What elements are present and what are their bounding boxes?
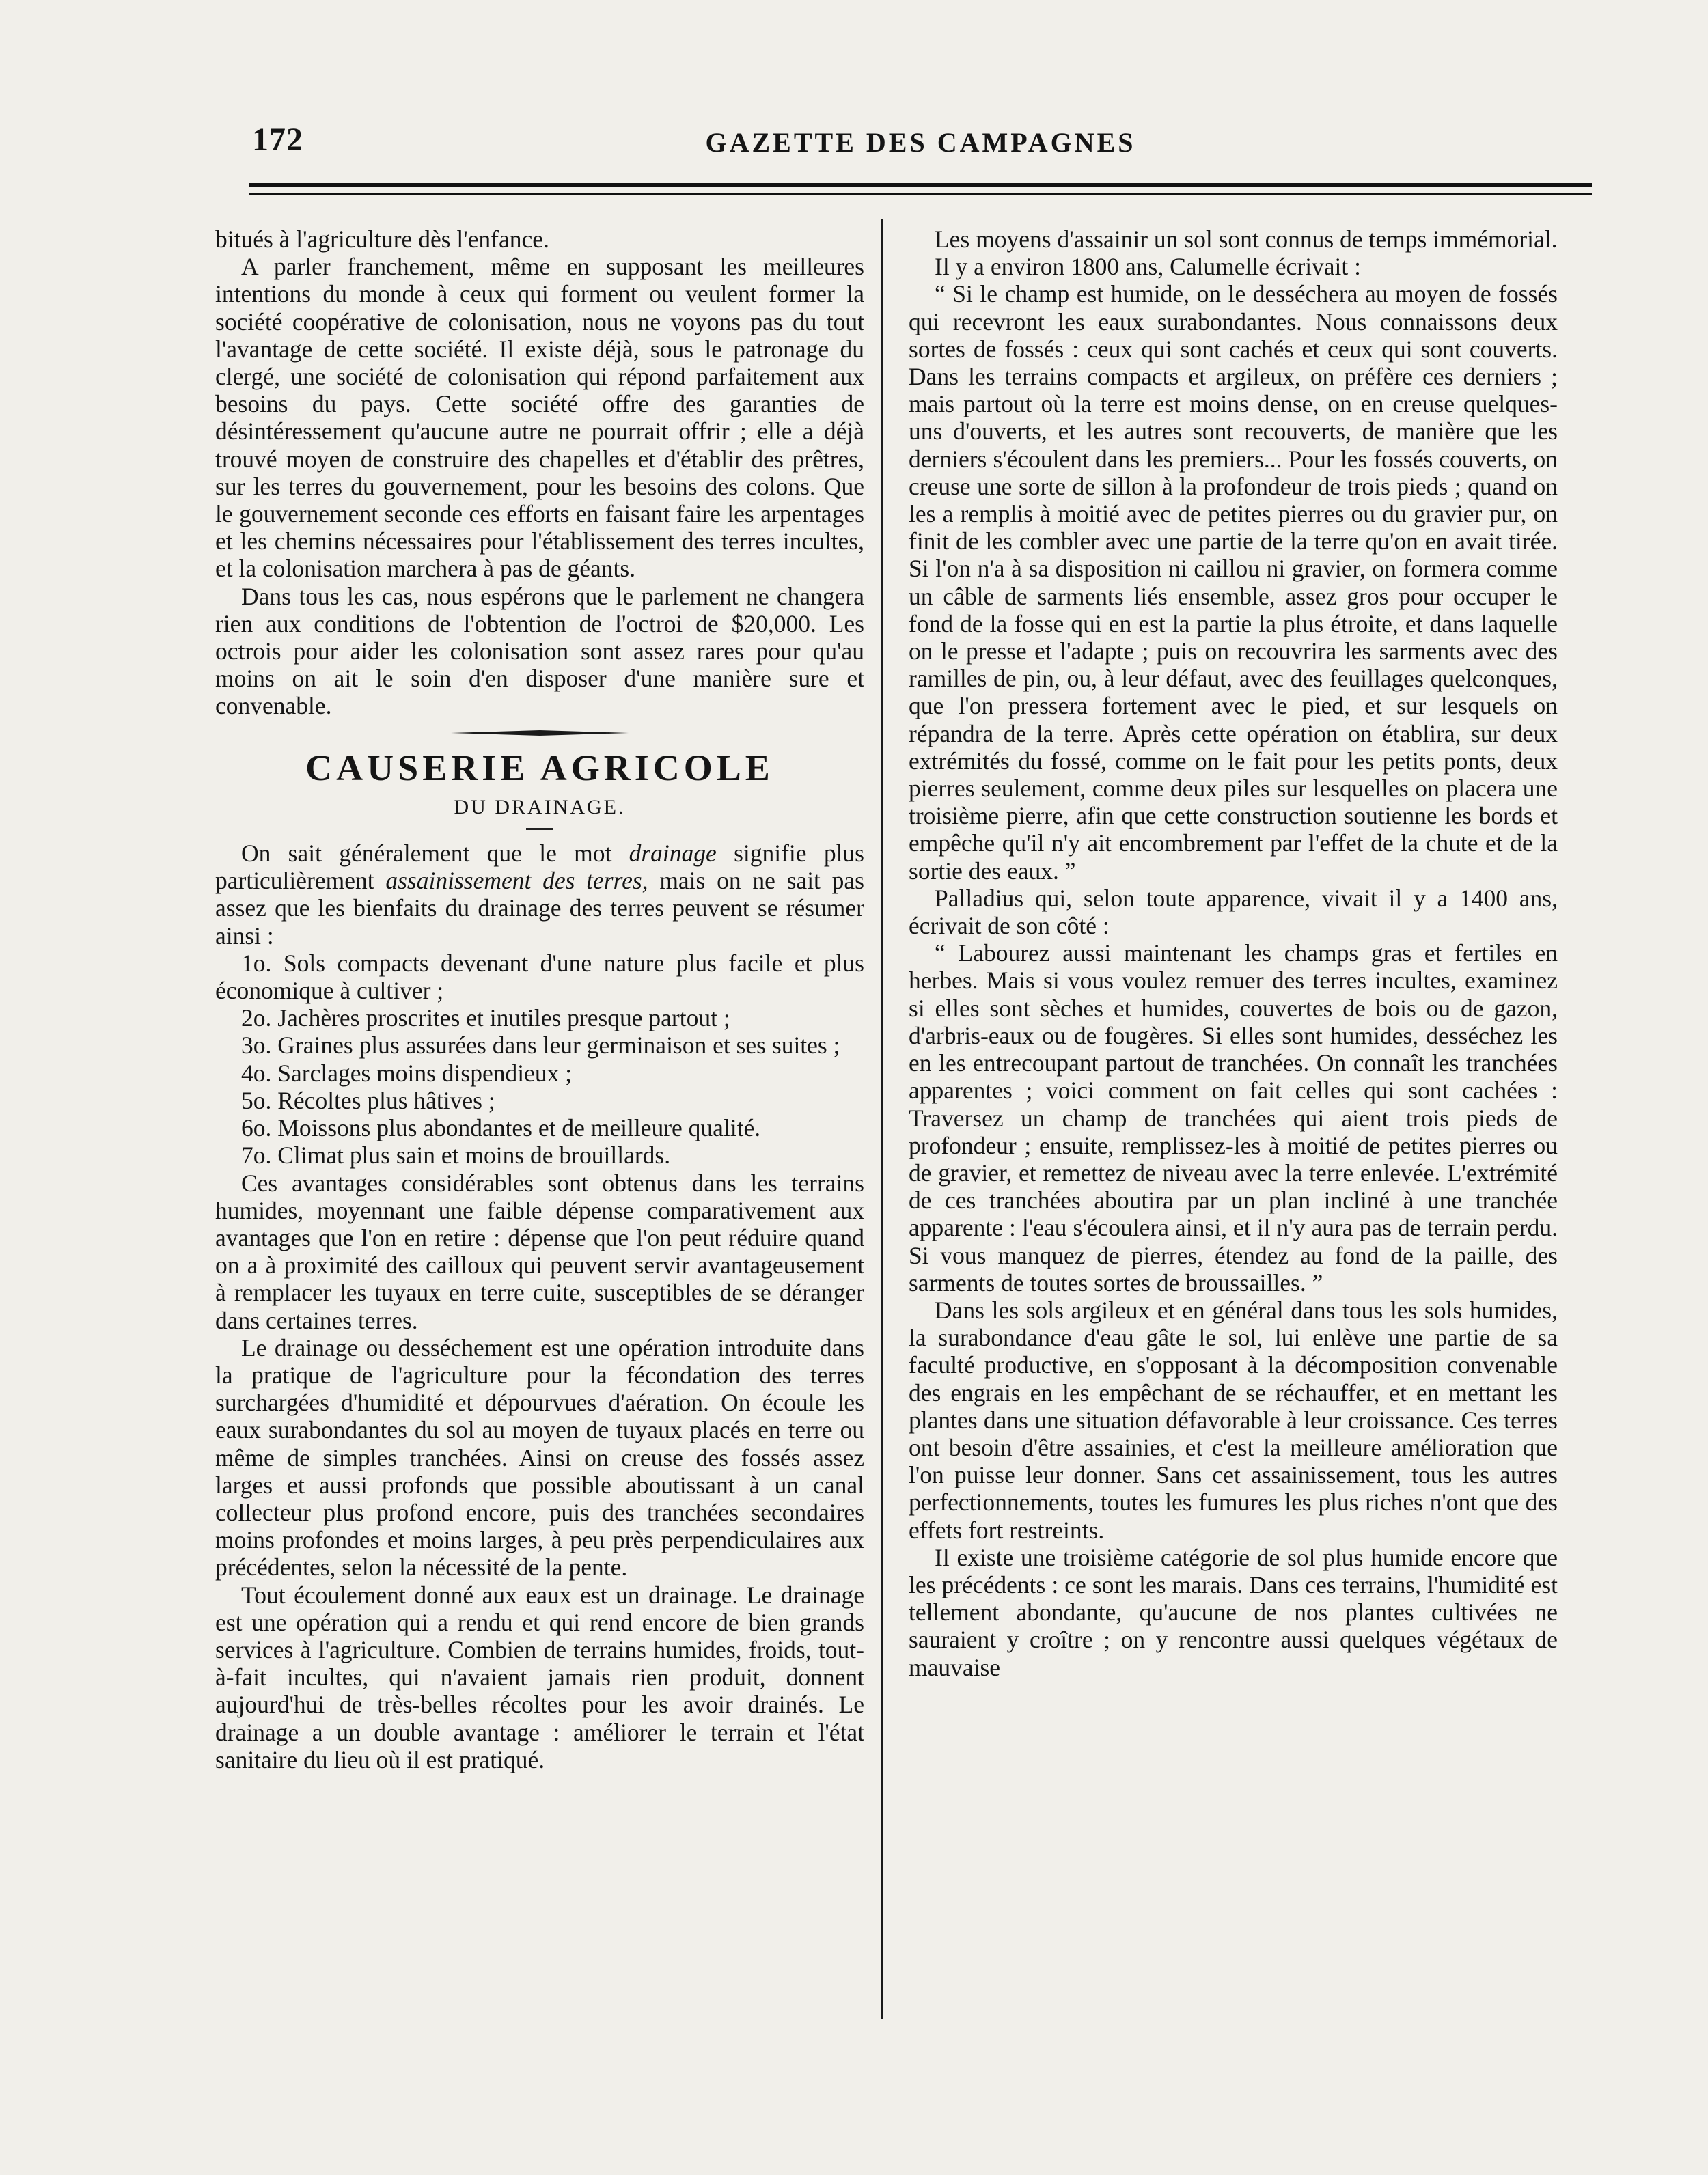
column-divider	[881, 219, 883, 2019]
right-column	[909, 225, 1558, 2036]
term-assainissement: assainissement des terres,	[385, 867, 648, 895]
paragraph: Dans les sols argileux et en général dans tous les sols humides, la surabondance d'eau gâte le sol, lui enlève une partie de sa faculté productive, en s'opposant à la décomposition convenable des engrais en les empêchant de se réchauffer, et en mettant les plantes dans une situation défavorable à leur croissance. Ces terres ont besoin d'être assainies, et c'est la meilleure amélioration que l'on puisse leur donner. Sans cet assainissement, tous les autres perfectionnements, toutes les fumures les plus riches n'ont que des effets fort restreints.	[909, 1296, 1558, 1544]
list-item: 6o. Moissons plus abondantes et de meilleure qualité.	[241, 1114, 761, 1142]
subtitle-dash	[526, 828, 553, 830]
list-item: 3o. Graines plus assurées dans leur germinaison et ses suites ;	[241, 1031, 840, 1059]
benefits-list	[215, 950, 864, 1169]
quote-paragraph: “ Labourez aussi maintenant les champs gras et fertiles en herbes. Mais si vous voulez remuer des terres incultes, examinez si elles sont sèches et humides, couvertes de bois ou de gazon, d'arbris-eaux ou de fougères. Si elles sont humides, desséchez les en les entrecoupant partout de tranchées. On connaît les tranchées apparentes ; voici comment on fait celles qui sont cachées : Traversez un champ de tranchées qui aient trois pieds de profondeur ; ensuite, remplissez-les à moitié de petites pierres ou de gravier, et remettez de niveau avec la terre enlevée. L'extrémité de ces tranchées aboutira par un plan incliné à une tranchée apparente : l'eau s'écoulera ainsi, et il n'y aura pas de terrain perdu. Si vous manquez de pierres, étendez au fond de la paille, des sarments de toutes sortes de broussailles. ”	[909, 939, 1558, 1297]
page-number: 172	[252, 122, 303, 158]
header-rule-thin	[249, 193, 1592, 195]
paragraph: Tout écoulement donné aux eaux est un drainage. Le drainage est une opération qui a rendu et qui rend encore de bien grands services à l'agriculture. Combien de terrains humides, froids, tout-à-fait incultes, qui n'avaient jamais rien produit, donnent aujourd'hui de très-belles récoltes pour les avoir drainés. Le drainage a un double avantage : améliorer le terrain et l'état sanitaire du lieu où il est pratiqué.	[215, 1581, 864, 1773]
paragraph: Dans tous les cas, nous espérons que le parlement ne changera rien aux conditions de l'obtention de l'octroi de $20,000. Les octrois pour aider les colonisation sont assez rares pour qu'au moins on ait le soin d'en disposer d'une manière sure et convenable.	[215, 582, 864, 720]
section-title: CAUSERIE AGRICOLE	[305, 747, 774, 788]
running-head: GAZETTE DES CAMPAGNES	[705, 127, 1136, 158]
term-drainage: drainage	[629, 840, 717, 868]
left-column	[215, 225, 864, 2036]
paragraph: Il y a environ 1800 ans, Calumelle écrivait :	[935, 253, 1362, 281]
paragraph: Les moyens d'assainir un sol sont connus de temps immémorial.	[935, 225, 1558, 253]
header-rule-thick	[249, 183, 1592, 187]
list-item: 7o. Climat plus sain et moins de brouillards.	[241, 1141, 671, 1169]
section-subtitle: DU DRAINAGE.	[454, 795, 626, 818]
quote-paragraph: “ Si le champ est humide, on le desséchera au moyen de fossés qui recevront les eaux surabondantes. Nous connaissons deux sortes de fossés : ceux qui sont cachés et ceux qui sont couverts. Dans les terrains compacts et argileux, on préfère ces derniers ; mais partout où la terre est moins dense, on en creuse quelques-uns d'ouverts, et les autres sont recouverts, de manière que les derniers s'écoulent dans les premiers... Pour les fossés couverts, on creuse une sorte de sillon à la profondeur de trois pieds ; quand on les a remplis à moitié avec de petites pierres ou du gravier pur, on finit de les combler avec une partie de la terre qu'on en avait tirée. Si l'on n'a à sa disposition ni caillou ni gravier, on formera comme un câble de sarments liés ensemble, assez gros pour occuper le fond de la fosse qui en est la partie la plus étroite, et dans laquelle on le presse et l'adapte ; puis on recouvrira les sarments avec des ramilles de pin, ou, à leur défaut, avec des feuillages quelconques, que l'on pressera fortement avec le pied, et sur lesquels on répandra de la terre. Après cette opération on établira, sur deux extrémités du fossé, comme on le fait pour les petits ponts, deux pierres seulement, comme deux piles sur lesquelles on placera une troisième pierre, afin que cette construction soutienne les bords et empêche qu'il n'y ait encombrement par l'effet de la chute et de la sortie des eaux. ”	[909, 280, 1558, 885]
paragraph: Il existe une troisième catégorie de sol plus humide encore que les précédents : ce sont les marais. Dans ces terrains, l'humidité est tellement abondante, qu'aucune de nos plantes cultivées ne sauraient y croître ; on y rencontre aussi quelques végétaux de mauvaise	[909, 1543, 1558, 1681]
list-item: 1o. Sols compacts devenant d'une nature plus facile et plus économique à cultiver ;	[215, 949, 864, 1005]
intro-paragraph: On sait généralement que le mot drainage signifie plus particulièrement assainissement des terres, mais on ne sait pas assez que les bienfaits du drainage des terres peuvent se résumer ainsi :	[215, 840, 864, 950]
paragraph: A parler franchement, même en supposant les meilleures intentions du monde à ceux qui forment ou veulent former la société coopérative de colonisation, nous ne voyons pas du tout l'avantage de cette société. Il existe déjà, sous le patronage du clergé, une société de colonisation qui répond parfaitement aux besoins du pays. Cette société offre des garanties de désintéressement qu'aucune autre ne pourrait offrir ; elle a déjà trouvé moyen de construire des chapelles et d'établir des prêtres, sur les terres du gouvernement, pour les besoins des colons. Que le gouvernement seconde ces efforts en faisant faire les arpentages et les chemins nécessaires pour l'établissement des terres incultes, et la colonisation marchera à pas de géants.	[215, 253, 864, 583]
list-item: 4o. Sarclages moins dispendieux ;	[241, 1059, 573, 1087]
paragraph: Ces avantages considérables sont obtenus dans les terrains humides, moyennant une faible dépense comparativement aux avantages que l'on en retire : dépense que l'on peut réduire quand on a à proximité des cailloux qui peuvent servir avantageusement à remplacer les tuyaux en terre cuite, susceptibles de se déranger dans certaines terres.	[215, 1169, 864, 1334]
paragraph: Le drainage ou desséchement est une opération introduite dans la pratique de l'agriculture pour la fécondation des terres surchargées d'humidité et dépourvues d'aération. On écoule les eaux surabondantes du sol au moyen de tuyaux placés en terre ou même de simples tranchées. Ainsi on creuse des fossés assez larges et aussi profonds que possible aboutissant à un canal collecteur plus profond encore, puis des tranchées secondaires moins profondes et moins larges, à peu près perpendiculaires aux précédentes, selon la nécessité de la pente.	[215, 1333, 864, 1581]
list-item: 2o. Jachères proscrites et inutiles presque partout ;	[241, 1004, 730, 1032]
page-header	[249, 120, 1592, 174]
list-item: 5o. Récoltes plus hâtives ;	[241, 1086, 495, 1114]
paragraph: bitués à l'agriculture dès l'enfance.	[215, 225, 549, 253]
paragraph: Palladius qui, selon toute apparence, vivait il y a 1400 ans, écrivait de son côté :	[909, 884, 1558, 940]
section-ornament	[451, 730, 629, 736]
